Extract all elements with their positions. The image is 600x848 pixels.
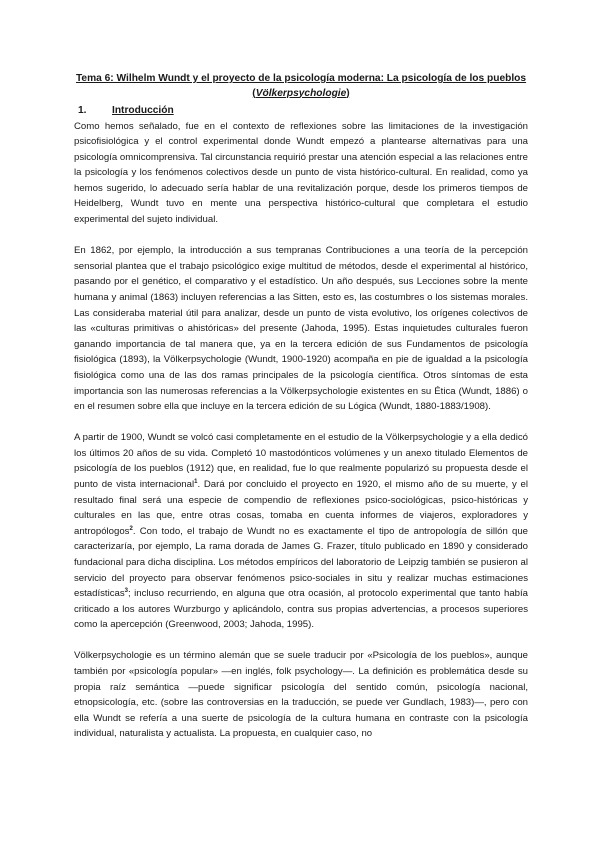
title-paren-open: ( [252, 87, 256, 99]
document-body [74, 72, 528, 742]
paragraph-3-part-2: . Dará por concluido el proyecto en 1920, el mismo año de su muerte, y el resultado final será una especie de compendio de reflexiones psico-sociológicas, psico-históricas y culturales en las que, entre otras cosas, tomaba en cuenta informes de viajeros, exploradores y antropólogos [74, 478, 528, 537]
title-paren-close: ) [346, 87, 350, 99]
section-number: 1. [78, 105, 87, 116]
section-heading [74, 104, 528, 119]
title-subtitle: Völkerpsychologie [255, 87, 347, 99]
section-label: Introducción [112, 105, 174, 116]
paragraph-3-part-4: ; incluso recurriendo, en alguna que otra ocasión, al protocolo experimental que tanto había criticado a los autores Wurzburgo y aplicándolo, contra sus propias advertencias, a procesos superiores como la apercepción (Greenwood, 2003; Jahoda, 1995). [74, 588, 528, 631]
footnote-ref-1[interactable]: 1 [194, 478, 198, 485]
title-line-1: Tema 6: Wilhelm Wundt y el proyecto de la psicología moderna: La psicología de los pueblos [75, 73, 527, 84]
document-title [74, 72, 528, 101]
footnote-ref-3[interactable]: 3 [124, 587, 129, 594]
paragraph-2: En 1862, por ejemplo, la introducción a sus tempranas Contribuciones a una teoría de la percepción sensorial plantea que el trabajo psicológico exige multitud de métodos, desde el experimental al histórico, pasando por el genético, el comparativo y el estadístico. Un año después, sus Lecciones sobre la mente humana y animal (1863) incluyen referencias a las Sitten, esto es, las costumbres o los sistemas morales. Las consideraba material útil para analizar, desde un punto de vista evolutivo, los orígenes colectivos de las «culturas primitivas o ahistóricas» del presente (Jahoda, 1995). Estas inquietudes culturales fueron ganando importancia de tal manera que, ya en la tercera edición de sus Fundamentos de psicología fisiológica (1893), la Völkerpsychologie (Wundt, 1900-1920) acompaña en pie de igualdad a la psicología fisiológica como una de las dos ramas principales de la psicología científica. Otros síntomas de esta importancia son las numerosas referencias a la Völkerpsychologie existentes en su Ética (Wundt, 1886) o en el resumen sobre ella que incluye en la tercera edición de su Lógica (Wundt, 1880-1883/1908). [74, 245, 528, 413]
paragraph-1: Como hemos señalado, fue en el contexto de reflexiones sobre las limitaciones de la investigación psicofisiológica y el control experimental donde Wundt empezó a plantearse alternativas para una psicología omnicomprensiva. Tal circunstancia requirió prestar una atención especial a las relaciones entre la psicología y los fenómenos colectivos desde un punto de vista histórico-cultural. En realidad, como ya hemos sugerido, lo adecuado sería hablar de una revitalización porque, desde los primeros tiempos de Heidelberg, Wundt tuvo en mente una perspectiva histórico-cultural que completara el estudio experimental del sujeto individual. [74, 120, 528, 226]
paragraph-3-part-1: A partir de 1900, Wundt se volcó casi completamente en el estudio de la Völkerpsychologie y a ella dedicó los últimos 20 años de su vida. Completó 10 mastodónticos volúmenes y un anexo titulado Elementos de psicología de los pueblos (1912) que, en realidad, fue lo que realmente popularizó su propuesta desde el punto de vista internacional [74, 432, 528, 490]
paragraph-4: Völkerpsychologie es un término alemán que se suele traducir por «Psicología de los pueblos», aunque también por «psicología popular» —en inglés, folk psychology—. La definición es problemática desde su propia raíz semántica —puede significar psicología del sentido común, psicología nacional, etnopsicología, etc. (sobre las controversias en la traducción, se puede ver Gundlach, 1983)—, pero con ella Wundt se refería a una suerte de psicología de la cultura humana en contraste con la psicología individual, naturalista y actualista. La propuesta, en cualquier caso, no [74, 650, 528, 740]
paragraph-3 [74, 430, 528, 633]
footnote-ref-2[interactable]: 2 [129, 525, 133, 532]
paragraph-3-part-3: . Con todo, el trabajo de Wundt no es exactamente el tipo de antropología de sillón que caracterizaría, por ejemplo, La rama dorada de James G. Frazer, título publicado en 1890 y considerado fundacional para dicha disciplina. Los métodos empíricos del laboratorio de Leipzig también se pusieron al servicio del proyecto para observar fenómenos psico-sociales in situ y realizar muchas estimaciones estadísticas [74, 525, 528, 600]
